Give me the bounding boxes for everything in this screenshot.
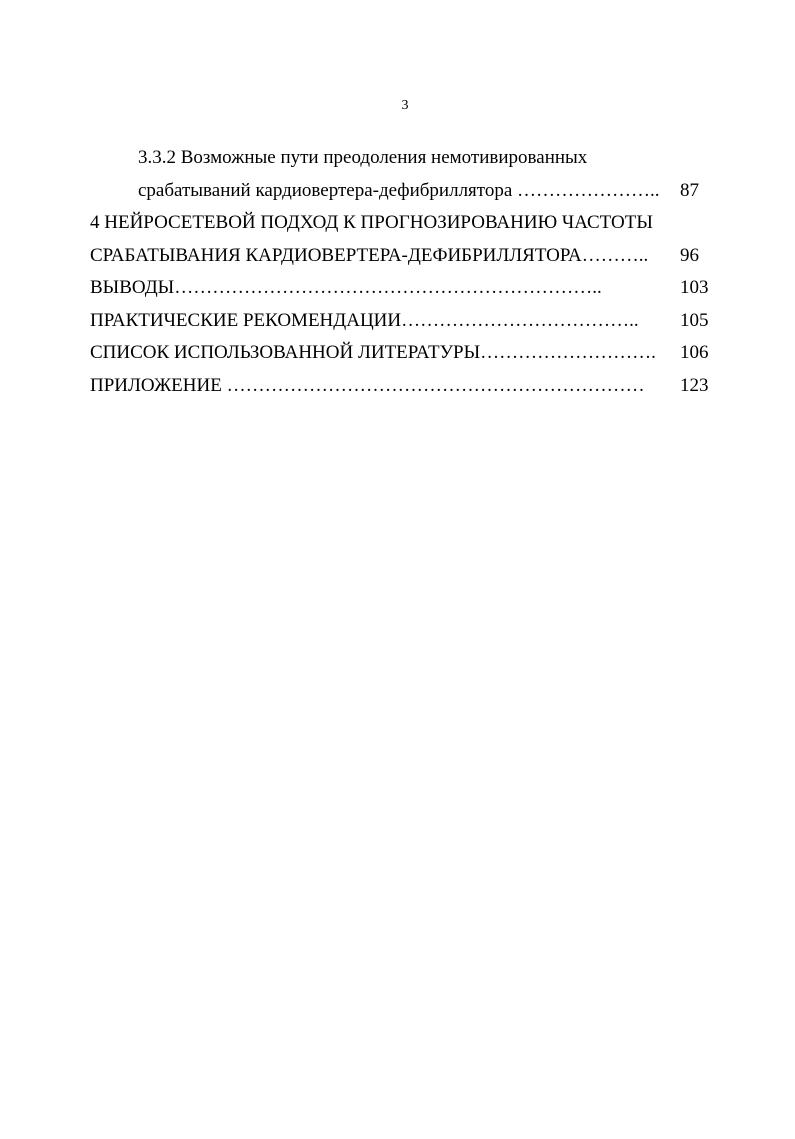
toc-entry-chapter-4-line-2 (90, 240, 720, 273)
toc-entry-appendix (90, 370, 720, 403)
toc-entry-text: ВЫВОДЫ………………………………………………………….. (90, 277, 602, 298)
toc-entry-text: 3.3.2 Возможные пути преодоления немотивированных (138, 147, 588, 168)
toc-entry-text: ПРАКТИЧЕСКИЕ РЕКОМЕНДАЦИИ……………………………….. (90, 309, 639, 331)
toc-entry-text: СПИСОК ИСПОЛЬЗОВАННОЙ ЛИТЕРАТУРЫ………………………. (90, 342, 656, 363)
toc-entry-text: СРАБАТЫВАНИЯ КАРДИОВЕРТЕРА-ДЕФИБРИЛЛЯТОРА……….. (90, 244, 649, 266)
toc-entry-3-3-2-line-1 (90, 142, 720, 175)
toc-entry-text: 4 НЕЙРОСЕТЕВОЙ ПОДХОД К ПРОГНОЗИРОВАНИЮ ЧАСТОТЫ (90, 212, 653, 233)
toc-entry-page: 106 (680, 342, 709, 363)
toc-entry-page: 105 (680, 309, 709, 331)
toc-entry-page: 103 (680, 277, 709, 298)
toc-entry-recommendations (90, 305, 720, 338)
page-number: 3 (401, 98, 409, 113)
toc-entry-page: 123 (680, 374, 709, 396)
toc-entry-3-3-2-line-2 (90, 175, 720, 208)
toc-entry-page: 87 (680, 179, 699, 201)
table-of-contents (90, 142, 720, 402)
toc-entry-references (90, 337, 720, 370)
toc-entry-conclusions (90, 272, 720, 305)
toc-entry-chapter-4-line-1 (90, 207, 720, 240)
toc-entry-text: ПРИЛОЖЕНИЕ ………………………………………………………… (90, 374, 645, 396)
toc-entry-text: срабатываний кардиовертера-дефибриллятора ………………….. (138, 179, 660, 201)
toc-entry-page: 96 (680, 244, 699, 266)
